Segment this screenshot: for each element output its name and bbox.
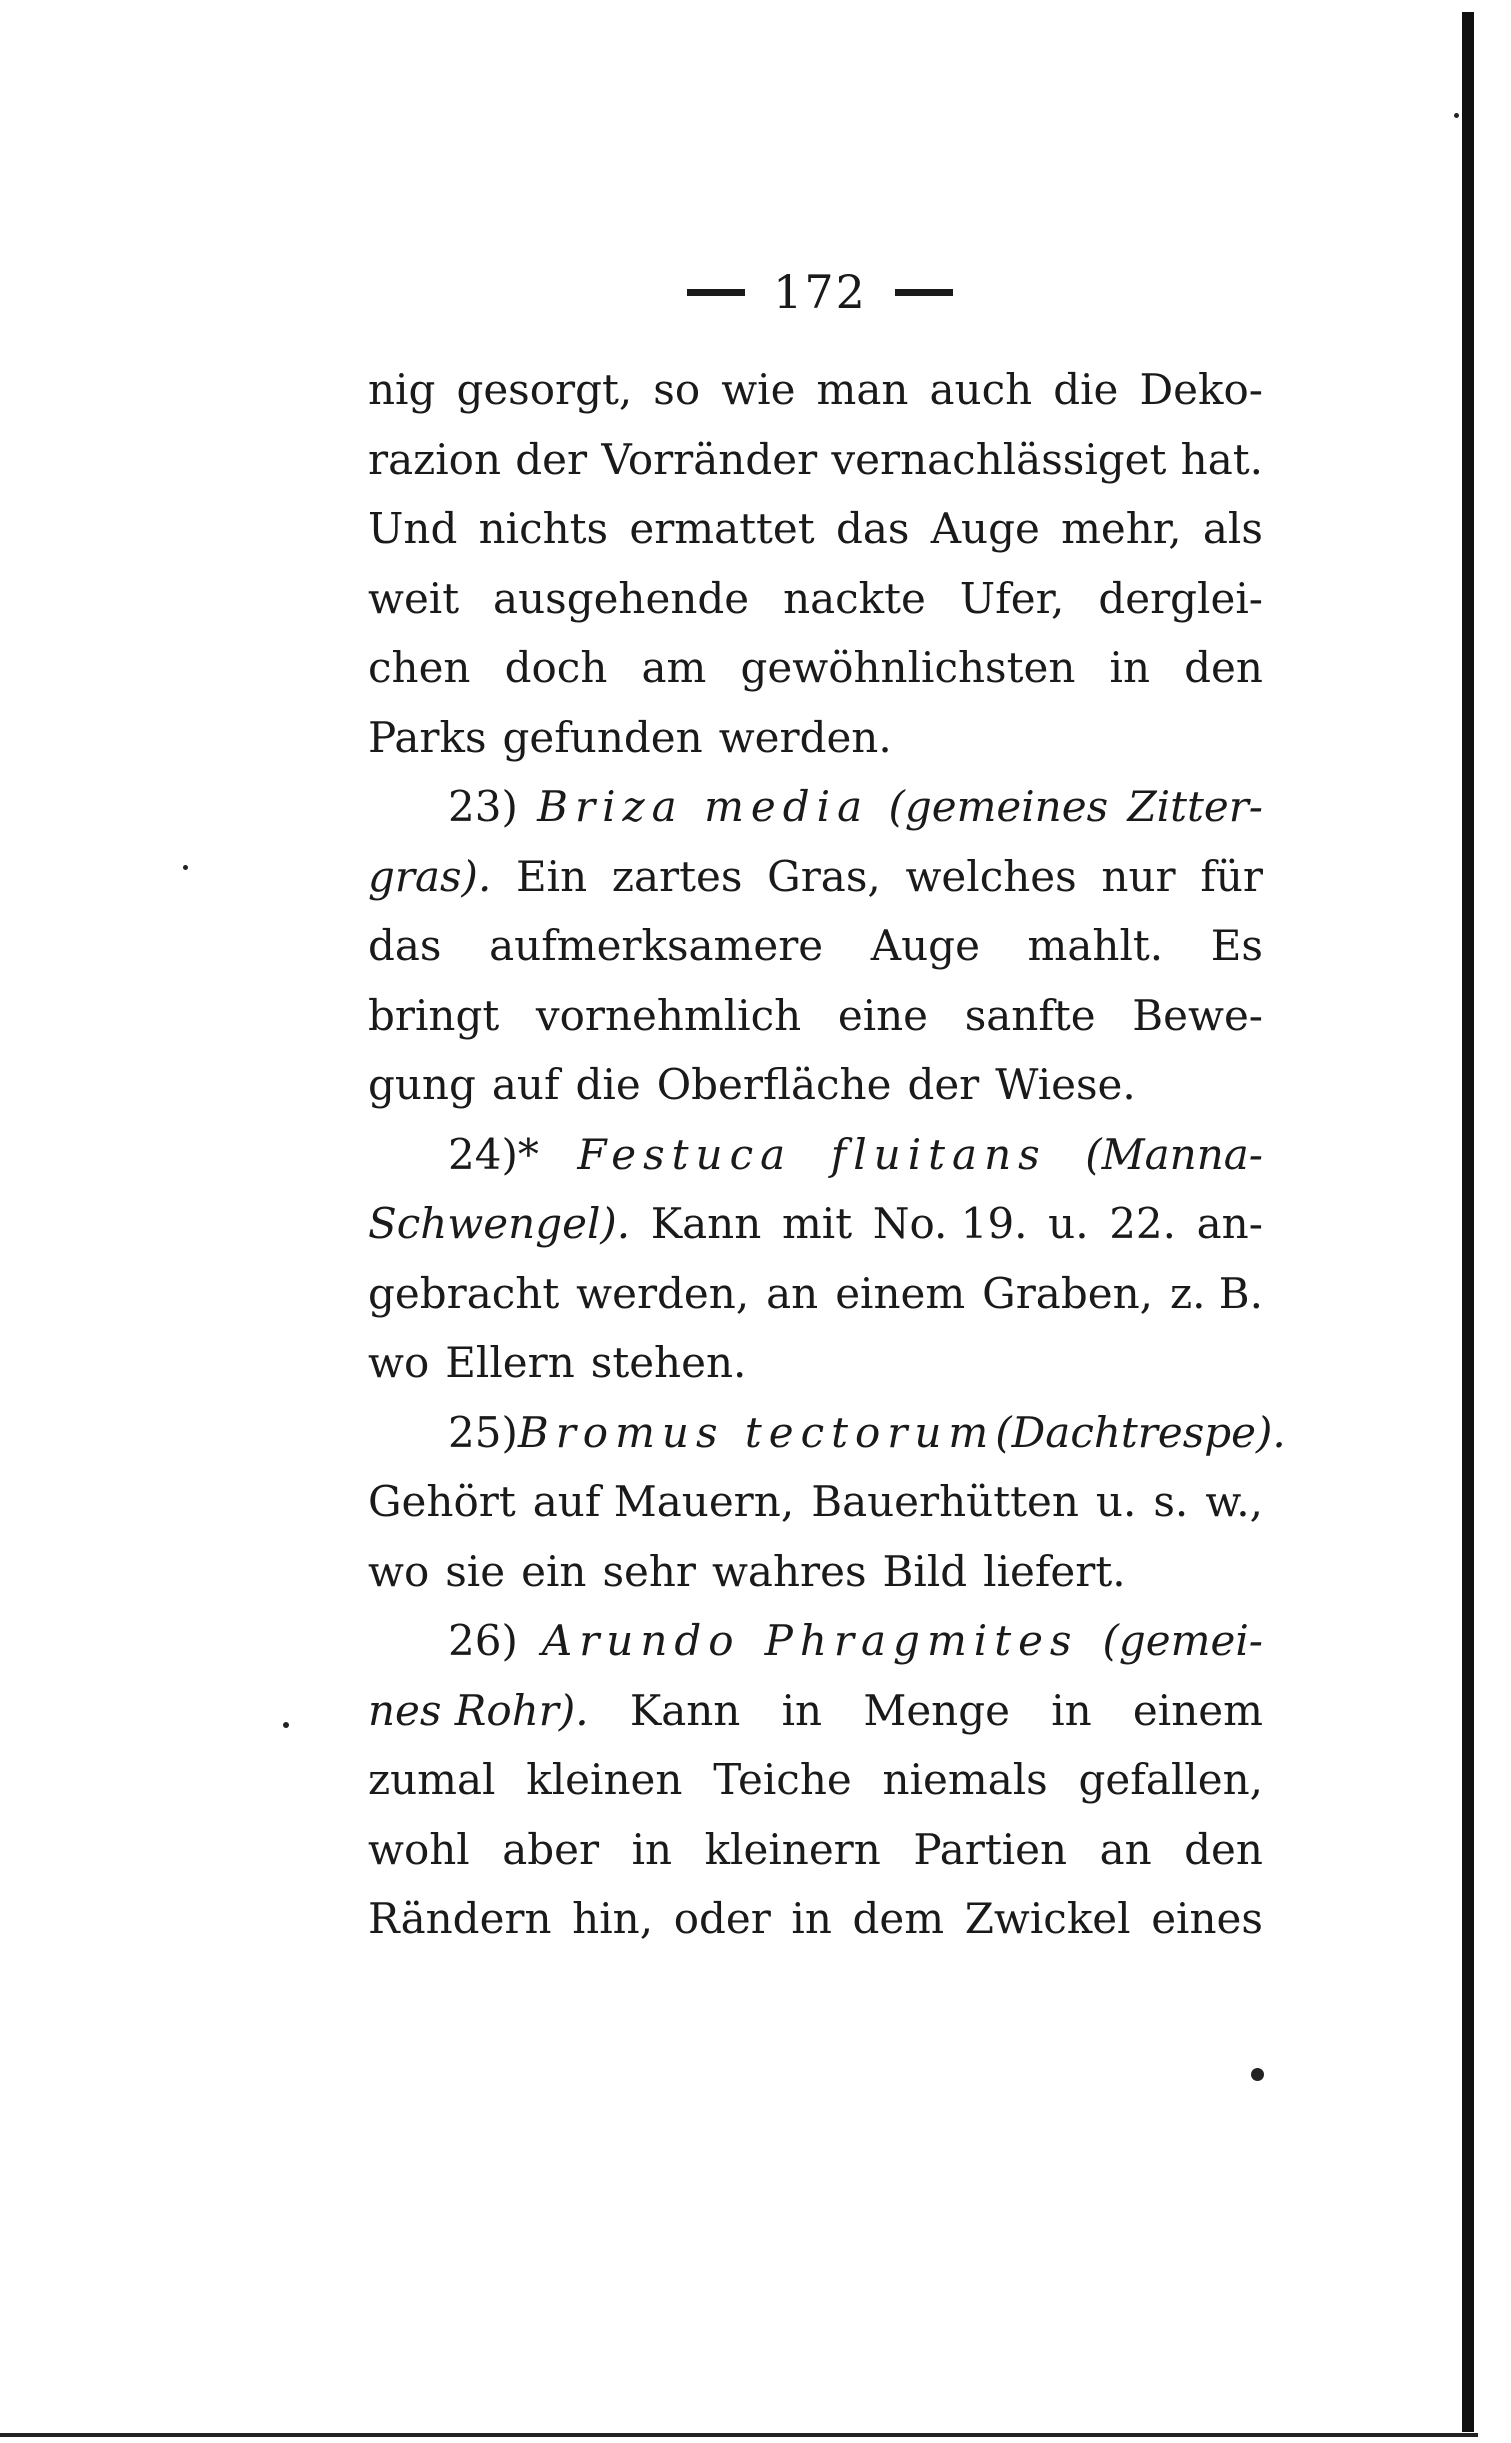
word: Schwengel).: [368, 1199, 631, 1248]
word: Zitter-: [1127, 782, 1263, 831]
word: der: [515, 434, 588, 484]
word: bringt: [368, 990, 500, 1040]
word: Bauerhütten: [811, 1477, 1079, 1526]
word: stehen.: [590, 1338, 747, 1387]
word: eines: [1151, 1894, 1263, 1943]
text-line: [368, 1676, 1263, 1746]
word: wo: [368, 1338, 430, 1387]
word: mahlt.: [1027, 921, 1164, 970]
word: 22.: [1109, 1199, 1176, 1248]
word: Teiche: [713, 1755, 852, 1804]
text-line: [368, 494, 1263, 564]
word: nur: [1101, 851, 1176, 901]
body-text: [368, 355, 1286, 1954]
word: ein: [521, 1546, 587, 1596]
word: an: [1099, 1824, 1152, 1874]
text-line: [368, 633, 1263, 703]
word: Menge: [863, 1685, 1010, 1735]
text-line: [368, 355, 1263, 425]
word: Gehört: [368, 1477, 516, 1526]
word: auf: [491, 1060, 560, 1109]
ink-speck: [283, 1722, 289, 1728]
word: weit: [368, 573, 460, 623]
word: Gras,: [767, 851, 881, 901]
word: Partien: [913, 1824, 1068, 1874]
word: hin,: [572, 1894, 654, 1943]
word: Parks: [368, 712, 487, 762]
word: vornehmlich: [535, 990, 802, 1040]
word: niemals: [882, 1755, 1048, 1804]
word: Graben,: [982, 1268, 1153, 1318]
word: am: [641, 643, 707, 692]
word: in: [631, 1824, 673, 1874]
text-line: [368, 1745, 1263, 1815]
word: gesorgt,: [456, 365, 633, 414]
text-line: [368, 703, 1263, 773]
word: in: [1051, 1685, 1092, 1735]
text-line: [368, 981, 1263, 1051]
text-line: [368, 842, 1263, 912]
text-line: [368, 1537, 1263, 1607]
word: nes Rohr).: [368, 1685, 589, 1735]
word: mit: [781, 1199, 853, 1248]
word: ausgehende: [493, 573, 750, 623]
word: an-: [1196, 1199, 1263, 1248]
word: das: [835, 504, 910, 553]
word: kleinern: [704, 1824, 881, 1874]
word: so: [653, 365, 701, 414]
text-line: [368, 1050, 1263, 1120]
word: man: [816, 365, 909, 414]
word: aber: [502, 1824, 600, 1874]
word: nackte: [783, 573, 926, 623]
word: in: [781, 1685, 823, 1735]
word: den: [1184, 1824, 1263, 1874]
word: Auge: [870, 921, 980, 970]
word: s.: [1153, 1477, 1189, 1526]
word: Kann: [629, 1685, 741, 1735]
word: an: [766, 1268, 819, 1318]
word: das: [368, 921, 442, 970]
word: wohl: [368, 1824, 470, 1874]
word: für: [1200, 851, 1263, 901]
word: werden,: [576, 1268, 750, 1318]
word: mehr,: [1061, 504, 1182, 553]
text-line: [368, 1884, 1263, 1954]
word: Bewe-: [1132, 990, 1263, 1040]
page-header: [650, 262, 990, 322]
word: Wiese.: [995, 1060, 1136, 1109]
word: sie: [445, 1546, 506, 1596]
text-line: [368, 425, 1263, 495]
word: einem: [1132, 1685, 1263, 1735]
word: Bromus tectorum: [517, 1407, 996, 1457]
word: die: [1053, 365, 1119, 414]
text-line: [368, 911, 1263, 981]
word: Ein: [516, 851, 588, 901]
word: fluitans: [830, 1129, 1047, 1179]
word: 24)*: [448, 1129, 539, 1179]
word: Briza media: [537, 782, 870, 831]
word: Vorränder: [601, 434, 818, 484]
word: Ufer,: [959, 573, 1065, 623]
word: eine: [837, 990, 929, 1040]
word: u.: [1048, 1199, 1089, 1248]
word: gras).: [368, 851, 492, 901]
word: dem: [852, 1894, 945, 1943]
word: liefert.: [983, 1546, 1126, 1596]
word: wie: [721, 365, 796, 414]
word: nig: [368, 365, 436, 414]
word: gebracht: [368, 1268, 560, 1318]
word: Es: [1210, 921, 1263, 970]
text-line: [368, 1328, 1263, 1398]
text-line: [368, 1398, 1286, 1468]
word: werden.: [718, 712, 892, 762]
word: ermattet: [629, 504, 815, 553]
word: Bild: [882, 1546, 968, 1596]
text-line: [368, 1815, 1263, 1885]
word: Zwickel: [964, 1894, 1131, 1943]
word: wo: [368, 1546, 430, 1596]
word: Ellern: [445, 1338, 575, 1387]
word: (Dachtrespe).: [995, 1407, 1286, 1457]
header-dash-left: [687, 289, 745, 296]
word: sehr: [602, 1546, 696, 1596]
word: in: [1109, 643, 1151, 692]
word: No. 19.: [872, 1199, 1028, 1248]
text-line: [368, 1606, 1263, 1676]
word: (gemei-: [1102, 1616, 1263, 1665]
word: 25): [448, 1407, 518, 1457]
word: in: [791, 1894, 832, 1943]
word: auf Mauern,: [532, 1477, 795, 1526]
word: gefunden: [502, 712, 703, 762]
word: gewöhnlichsten: [740, 643, 1076, 692]
word: (gemeines: [888, 782, 1109, 831]
text-line: [368, 1120, 1263, 1190]
word: Festuca: [577, 1129, 793, 1179]
ink-speck: [1454, 113, 1459, 118]
word: Kann: [650, 1199, 762, 1248]
word: den: [1184, 643, 1263, 692]
word: razion: [368, 434, 502, 484]
text-line: [368, 1259, 1263, 1329]
page-edge-shadow: [1462, 12, 1474, 2432]
word: kleinen: [526, 1755, 683, 1804]
word: sanfte: [964, 990, 1096, 1040]
word: z. B.: [1169, 1268, 1263, 1318]
header-dash-right: [895, 289, 953, 296]
word: oder: [673, 1894, 771, 1943]
page-bottom-edge: [0, 2433, 1478, 2437]
word: Rändern: [368, 1894, 552, 1943]
word: chen: [368, 643, 471, 692]
word: gefallen,: [1078, 1755, 1263, 1804]
word: 23): [448, 782, 518, 831]
word: einem: [835, 1268, 966, 1318]
word: nichts: [478, 504, 609, 553]
word: Arundo: [541, 1616, 741, 1665]
word: Auge: [930, 504, 1040, 553]
word: als: [1202, 504, 1263, 553]
word: Und: [368, 504, 458, 553]
ink-speck: [1251, 2068, 1264, 2081]
word: hat.: [1180, 434, 1263, 484]
word: der: [907, 1060, 980, 1109]
text-line: [368, 1467, 1263, 1537]
word: zartes: [611, 851, 743, 901]
ink-speck: [183, 865, 188, 870]
word: 26): [448, 1616, 518, 1665]
word: zumal: [368, 1755, 496, 1804]
word: derglei-: [1098, 573, 1263, 623]
word: Deko-: [1139, 365, 1263, 414]
word: Oberfläche: [656, 1060, 892, 1109]
word: w.,: [1205, 1477, 1263, 1526]
word: Phragmites: [764, 1616, 1079, 1665]
word: welches: [905, 851, 1077, 901]
word: wahres: [711, 1546, 867, 1596]
word: u.: [1095, 1477, 1137, 1526]
word: (Manna-: [1085, 1129, 1263, 1179]
text-line: [368, 772, 1263, 842]
word: auch: [929, 365, 1033, 414]
text-line: [368, 1189, 1263, 1259]
page-number: 172: [773, 265, 867, 319]
word: die: [575, 1060, 641, 1109]
word: aufmerksamere: [489, 921, 824, 970]
word: vernachlässiget: [831, 434, 1167, 484]
text-line: [368, 564, 1263, 634]
word: doch: [504, 643, 608, 692]
word: gung: [368, 1060, 476, 1109]
